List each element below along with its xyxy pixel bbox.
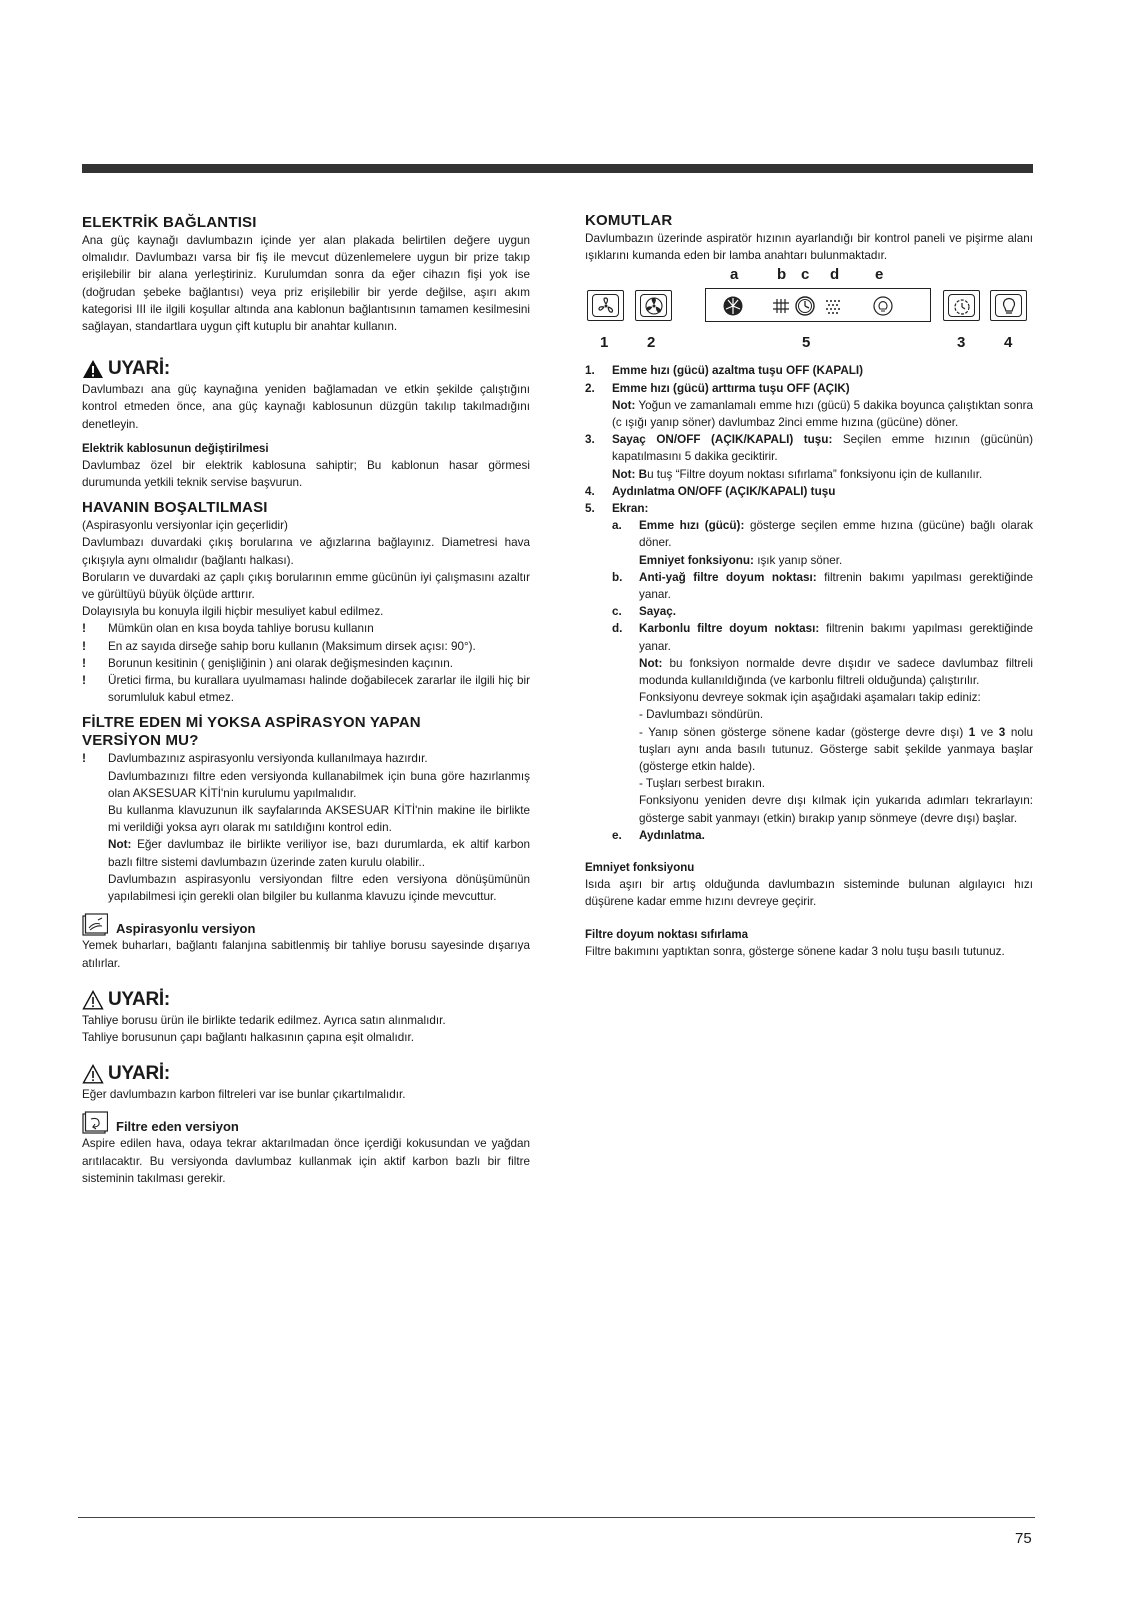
light-indicator-icon [872, 295, 894, 317]
filtre-p1: Davlumbazınızı filtre eden versiyonda kullanabilmek için buna göre hazırlanmış olan AKSESUAR KİTİ'nin kurulumu yapılmalıdır. [108, 769, 530, 800]
warning-outline-icon [82, 990, 104, 1010]
warning-heading-3 [82, 1062, 530, 1086]
kablo-body: Davlumbaz özel bir elektrik kablosuna sahiptir; Bu kablonun hasar görmesi durumunda yetkili teknik servise başvurun. [82, 458, 530, 490]
aspirasyonlu-heading [82, 913, 530, 937]
panel-label-e: e [875, 266, 884, 284]
warning-outline-icon [82, 1064, 104, 1084]
subitem-d-note: Not: bu fonksiyon normalde devre dışıdır ve sadece davlumbaz filtreli modunda kullanıldığında (ve karbonlu filtreli olduğunda) çalıştırılır. [639, 656, 1033, 688]
emniyet-title: Emniyet fonksiyonu [585, 862, 695, 875]
elektrik-body: Ana güç kaynağı davlumbazın içinde yer alan plakada belirtilen değere uygun olmalıdır. Davlumbazı varsa bir fiş ile mevcut düzenlemelere uygun bir prize takıp erişilebilir bir alana yerleştiriniz. Kurulumdan sonra da eğer cihazın fişi yok ise (doğrudan şebeke bağlantısı) veya priz erişilebilir bir yerde değilse, aşırı akım kategorisi III ile ilgili koşullar altında ana kablonun bağlantısının tamamen kesilmesini sağlayan, standartlara uygun çift kutuplu bir anahtar kullanın. [82, 234, 530, 334]
list-subitem: a. Emme hızı (gücü): gösterge seçilen emme hızına (gücüne) bağlı olarak döner. [612, 519, 1033, 550]
panel-label-3: 3 [957, 334, 966, 352]
bullet-item: ! Mümkün olan en kısa boyda tahliye borusu kullanın [82, 621, 374, 636]
display-panel [705, 288, 931, 322]
havanin-p3: Boruların ve duvardaki az çaplı çıkış borularının emme gücünün iyi çalışmasını azaltır ve gürültüyü büyük ölçüde arttırır. [82, 570, 530, 602]
subitem-d-line: - Yanıp sönen gösterge sönene kadar (gösterge devre dışı) 1 ve 3 nolu tuşları aynı anda basılı tutunuz. Gösterge sabit şekilde yanmaya başlar (gösterge etkin halde). [639, 725, 1033, 774]
controls-list [585, 362, 1033, 844]
header-bar [82, 164, 1033, 173]
warning-title: UYARİ: [108, 358, 170, 380]
filtre-p3: Davlumbazın aspirasyonlu versiyondan filtre eden versiyona dönüşümünün yapılabilmesi için gerekli olan bilgiler bu kullanma klavuzu içinde mevcuttur. [108, 872, 530, 904]
section-title-komutlar: KOMUTLAR [585, 212, 673, 229]
grease-filter-indicator-icon [770, 295, 792, 317]
panel-label-2: 2 [647, 334, 656, 352]
subitem-d-line: Fonksiyonu devreye sokmak için aşağıdaki aşamaları takip ediniz: [639, 691, 981, 705]
list-item: 5. Ekran: [585, 502, 649, 516]
item-3-note: Not: Bu tuş “Filtre doyum noktası sıfırlama” fonksiyonu için de kullanılır. [612, 467, 983, 481]
list-item: 2. Emme hızı (gücü) arttırma tuşu OFF (AÇIK) [585, 381, 850, 395]
havanin-p1: (Aspirasyonlu versiyonlar için geçerlidir) [82, 519, 288, 533]
light-button[interactable] [990, 290, 1027, 321]
fan-speed-indicator-icon [722, 295, 744, 317]
filtre-doyum-body: Filtre bakımını yaptıktan sonra, gösterge sönene kadar 3 nolu tuşu basılı tutunuz. [585, 944, 1005, 958]
bullet-item: ! Davlumbazınız aspirasyonlu versiyonda kullanılmaya hazırdır. [82, 751, 428, 766]
panel-label-4: 4 [1004, 334, 1013, 352]
fan-high-icon [643, 295, 665, 317]
warning-heading-2 [82, 988, 530, 1012]
list-item: 4. Aydınlatma ON/OFF (AÇIK/KAPALI) tuşu [585, 484, 836, 498]
page-number: 75 [1015, 1530, 1032, 1547]
kablo-title: Elektrik kablosunun değiştirilmesi [82, 442, 269, 455]
warning-2-line-2: Tahliye borusunun çapı bağlantı halkasının çapına eşit olmalıdır. [82, 1030, 415, 1044]
warning-heading-1 [82, 357, 530, 381]
fan-increase-button[interactable] [635, 290, 672, 321]
aspirasyonlu-body: Yemek buharları, bağlantı falanjına sabitlenmiş bir tahliye borusu sayesinde dışarıya atılırlar. [82, 939, 530, 970]
fan-low-icon [595, 295, 617, 317]
filtre-note: Not: Eğer davlumbaz ile birlikte veriliyor ise, bazı durumlarda, ek altif karbon bazlı filtre sistemi davlumbazın üzerinde zaten kurulu olabilir.. [108, 838, 530, 869]
subitem-d-line: - Tuşları serbest bırakın. [639, 777, 766, 791]
panel-label-d: d [830, 266, 840, 284]
panel-label-a: a [730, 266, 739, 284]
warning-title: UYARİ: [108, 988, 170, 1010]
control-panel-diagram [585, 266, 1033, 356]
warning-1-body: Davlumbazı ana güç kaynağına yeniden bağlamadan ve etkin şekilde çalıştığını kontrol etmeden önce, ana güç kaynağı kablosunun düzgün takılıp takılmadığını denetleyin. [82, 383, 530, 431]
havanin-p4: Dolayısıyla bu konuyla ilgili hiçbir mesuliyet kabul edilmez. [82, 605, 384, 619]
fan-decrease-button[interactable] [587, 290, 624, 321]
carbon-filter-indicator-icon [822, 295, 844, 317]
panel-label-c: c [801, 266, 810, 284]
subitem-d-line: Fonksiyonu yeniden devre dışı kılmak için yukarıda adımları tekrarlayın: gösterge sabit yanmayı (etkin) bırakıp yanıp sönmeye (devre dışı) başlar. [639, 794, 1033, 825]
komutlar-body: Davlumbazın üzerinde aspiratör hızının ayarlandığı bir kontrol paneli ve pişirme alanı ışıklarını kumanda eden bir lamba anahtarı bulunmaktadır. [585, 232, 1033, 263]
list-subitem: d. Karbonlu filtre doyum noktası: filtrenin bakımı yapılması gerektiğinde yanar. [612, 622, 1033, 653]
panel-label-5: 5 [802, 334, 811, 352]
timer-icon [951, 295, 973, 317]
warning-2-line-1: Tahliye borusu ürün ile birlikte tedarik edilmez. Ayrıca satın alınmalıdır. [82, 1013, 446, 1027]
right-column [585, 212, 1033, 960]
aspirasyonlu-title: Aspirasyonlu versiyon [116, 921, 256, 937]
filtre-eden-body: Aspire edilen hava, odaya tekrar aktarılmadan önce içerdiği kokusundan ve yağdan arıtılacaktır. Bu versiyonda davlumbaz kullanmak için aktif karbon bazlı bir filtre sisteminin takılması gerekir. [82, 1137, 530, 1185]
list-subitem: e. Aydınlatma. [612, 828, 705, 842]
panel-label-1: 1 [600, 334, 609, 352]
timer-indicator-icon [794, 295, 816, 317]
section-title-havanin: HAVANIN BOŞALTILMASI [82, 499, 268, 517]
panel-label-b: b [777, 266, 787, 284]
emniyet-body: Isıda aşırı bir artış olduğunda davlumbazın sisteminde bulunan algılayıcı hızı düşürene kadar emme hızını devreye geçirir. [585, 878, 1033, 909]
light-bulb-icon [998, 295, 1020, 317]
bullet-item: ! En az sayıda dirseğe sahip boru kullanın (Maksimum dirsek açısı: 90°). [82, 638, 476, 653]
list-item: 1. Emme hızı (gücü) azaltma tuşu OFF (KAPALI) [585, 364, 864, 378]
footer-rule [78, 1517, 1035, 1518]
timer-button[interactable] [943, 290, 980, 321]
bullet-item: ! Borunun kesitinin ( genişliğinin ) ani olarak değişmesinden kaçının. [82, 655, 453, 670]
warning-filled-icon [82, 359, 104, 379]
filtre-doyum-title: Filtre doyum noktası sıfırlama [585, 928, 748, 941]
list-subitem: c. Sayaç. [612, 605, 677, 619]
list-subitem: b. Anti-yağ filtre doyum noktası: filtrenin bakımı yapılması gerektiğinde yanar. [612, 570, 1033, 602]
subitem-a-safety: Emniyet fonksiyonu: ışık yanıp söner. [639, 553, 843, 567]
filtre-p2: Bu kullanma klavuzunun ilk sayfalarında AKSESUAR KİTİ'nin makine ile birlikte mi verildiği yoksa ayrı olarak mı satıldığını kontrol edin. [108, 804, 530, 835]
havanin-p2: Davlumbazı duvardaki çıkış borularına ve ağızlarına bağlayınız. Diametresi hava çıkışıyla aynı olmalıdır (bağlantı halkası). [82, 536, 530, 567]
bullet-item: ! Üretici firma, bu kurallara uyulmaması halinde doğabilecek zararlar ile ilgili hiç bir sorumluluk kabul etmez. [82, 673, 530, 705]
aspiration-hood-icon [82, 913, 108, 937]
warning-title: UYARİ: [108, 1063, 170, 1085]
filtre-eden-title: Filtre eden versiyon [116, 1119, 239, 1135]
subitem-d-line: - Davlumbazı söndürün. [639, 708, 764, 722]
list-item: 3. Sayaç ON/OFF (AÇIK/KAPALI) tuşu: Seçilen emme hızının (gücünün) kapatılmasını 5 dakika geciktirir. [585, 433, 1033, 464]
filtre-eden-heading [82, 1111, 530, 1135]
filter-hood-icon [82, 1111, 108, 1135]
left-column [82, 214, 530, 1187]
warning-3-body: Eğer davlumbazın karbon filtreleri var ise bunlar çıkartılmalıdır. [82, 1088, 406, 1102]
section-title-elektrik: ELEKTRİK BAĞLANTISI [82, 214, 257, 231]
section-title-filtre: FİLTRE EDEN Mİ YOKSA ASPİRASYON YAPAN VERSİYON MU? [82, 714, 421, 750]
item-2-note: Not: Yoğun ve zamanlamalı emme hızı (gücü) 5 dakika boyunca çalıştıktan sonra (c ışığı yanıp söner) davlumbaz 2inci emme hızına (gücüne) döner. [612, 398, 1033, 430]
